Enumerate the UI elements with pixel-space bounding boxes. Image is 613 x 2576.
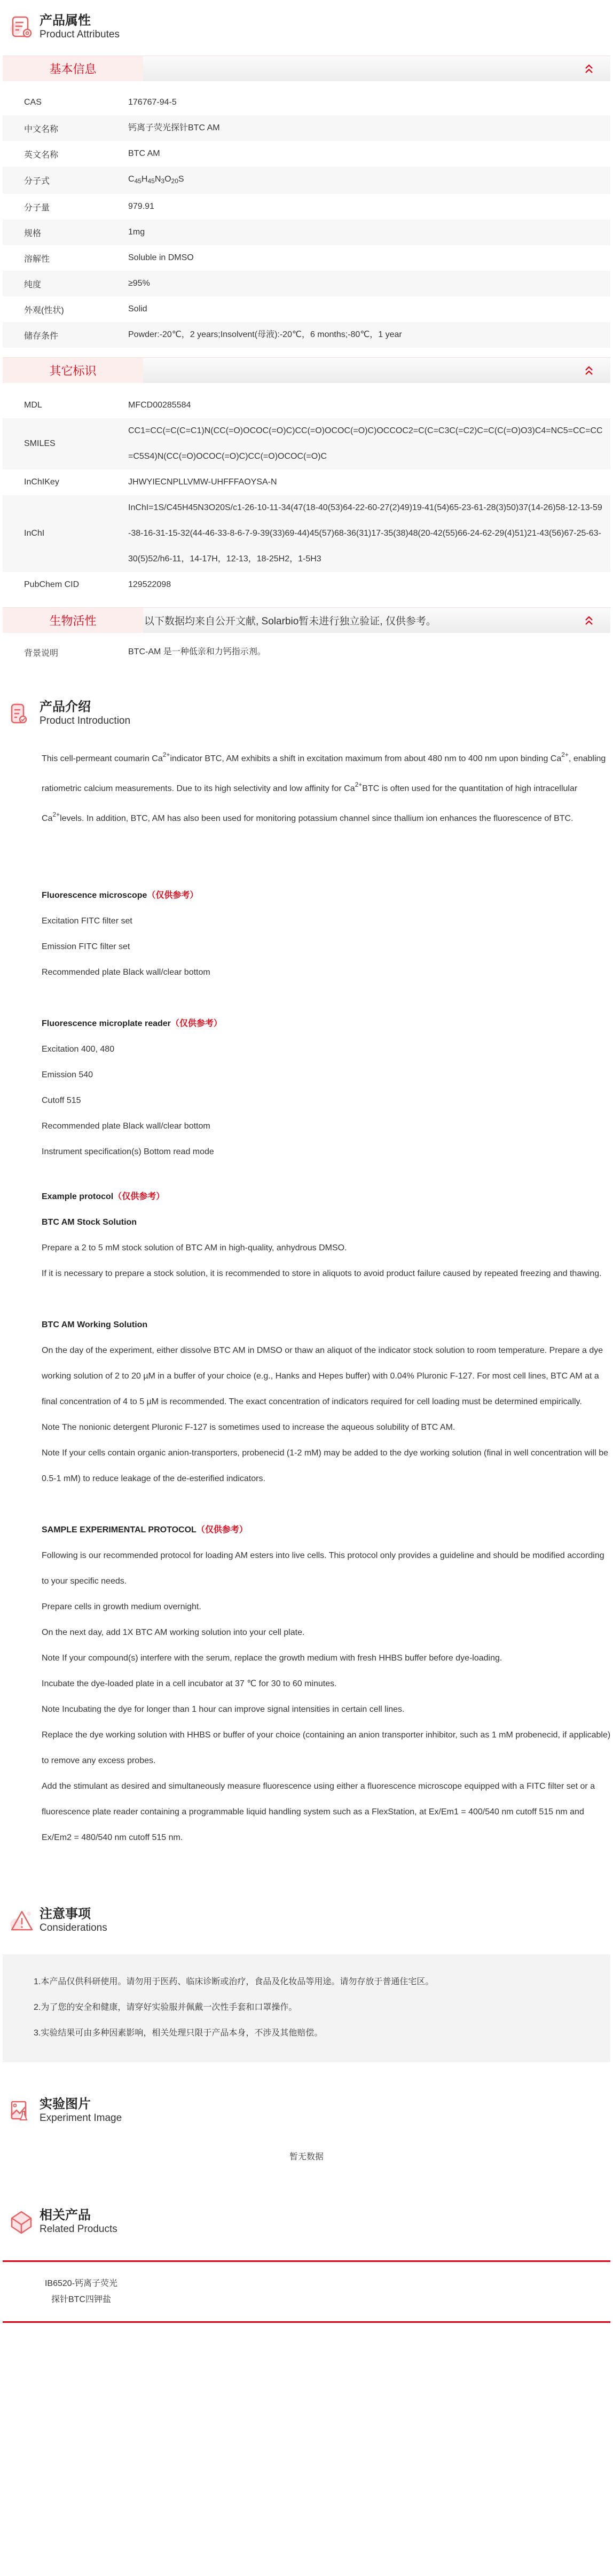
sample-protocol-line: Note Incubating the dye for longer than 1 hour can improve signal intensities in certain cell lines. [42, 1705, 405, 1714]
attr-value-storage: Powder:-20℃，2 years;Insolvent(母液):-20℃，6 months;-80℃，1 year [128, 330, 402, 339]
table-row [3, 167, 610, 194]
sample-protocol-line: Add the stimulant as desired and simultaneously measure fluorescence using either a fluorescence microscope equipped with a FITC filter set or a fluorescence plate reader containing a programmable liquid handling system such as a FlexStation, at Ex/Em1 = 400/540 nm cutoff 515 nm and Ex/Em2 = 480/540 nm cutoff 515 nm. [42, 1782, 595, 1842]
considerations-panel [3, 1954, 610, 2062]
sample-protocol-line: Following is our recommended protocol for loading AM esters into live cells. This protocol only provides a guideline and should be modified according to your specific needs. [42, 1551, 604, 1586]
related-product-link[interactable]: IB6520-钙离子荧光探针BTC四钾盐 [44, 2279, 118, 2304]
attr-label: SMILES [24, 439, 56, 448]
consideration-item: 3.实验结果可由多种因素影响，相关处理只限于产品本身，不涉及其他赔偿。 [34, 2029, 323, 2038]
sample-protocol-line: On the next day, add 1X BTC AM working solution into your cell plate. [42, 1628, 305, 1637]
table-row [3, 271, 610, 296]
section-title-zh: 注意事项 [40, 1907, 91, 1922]
bio-activity-bar [3, 607, 610, 633]
section-title-en: Product Introduction [40, 715, 131, 726]
microscope-line: Excitation FITC filter set [42, 917, 132, 926]
attr-label: 中文名称 [24, 124, 59, 134]
table-row [3, 495, 610, 572]
bio-activity-table [3, 639, 610, 665]
document-gear-icon [10, 15, 34, 40]
section-title-en: Product Attributes [40, 28, 120, 40]
attr-value-en-name: BTC AM [128, 149, 160, 158]
table-row [3, 90, 610, 115]
attr-value-appearance: Solid [128, 304, 147, 314]
plate-reader-line: Emission 540 [42, 1070, 93, 1079]
double-chevron-up-icon [585, 616, 593, 625]
sample-protocol-heading: SAMPLE EXPERIMENTAL PROTOCOL（仅供参考） [42, 1525, 248, 1534]
basic-info-table [3, 90, 610, 348]
warning-triangle-icon [10, 1908, 34, 1933]
table-row [3, 418, 610, 469]
section-title-en: Experiment Image [40, 2112, 122, 2124]
product-intro-header [0, 686, 613, 731]
considerations-header [0, 1893, 613, 1938]
table-row [3, 572, 610, 598]
product-attributes-header [0, 0, 613, 45]
box-icon [10, 2210, 34, 2234]
table-row [3, 194, 610, 220]
collapse-button[interactable] [578, 366, 600, 375]
plate-reader-line: Cutoff 515 [42, 1096, 81, 1105]
table-row [3, 393, 610, 418]
attr-value-inchikey: JHWYIECNPLLVMW-UHFFFAOYSA-N [128, 477, 277, 487]
section-title-en: Related Products [40, 2223, 117, 2235]
collapse-button[interactable] [578, 616, 600, 625]
attr-label: 背景说明 [24, 648, 59, 658]
attr-label: 分子式 [24, 177, 50, 186]
section-title-zh: 实验图片 [40, 2097, 91, 2112]
working-solution-line: Note If your cells contain organic anion-transporters, probenecid (1-2 mM) may be added to the dye working solution (final in well concentration will be 0.5-1 mM) to reduce leakage of the de-esterified indicators. [42, 1448, 608, 1483]
attr-label: PubChem CID [24, 580, 80, 589]
collapse-button[interactable] [578, 64, 600, 74]
attr-label: 规格 [24, 229, 42, 238]
attr-value-pubchem: 129522098 [128, 580, 171, 589]
consideration-item: 2.为了您的安全和健康，请穿好实验服并佩戴一次性手套和口罩操作。 [34, 2003, 297, 2012]
attr-label: 外观(性状) [24, 306, 64, 315]
sample-protocol-line: Replace the dye working solution with HHBS or buffer of your choice (containing an anion transporter inhibitor, such as 1 mM probenecid, if applicable) to remove any excess probes. [42, 1731, 611, 1765]
bio-activity-tab: 生物活性 [3, 608, 143, 633]
related-products-list [3, 2260, 610, 2323]
plate-reader-line: Excitation 400, 480 [42, 1045, 115, 1054]
sample-protocol-line: Prepare cells in growth medium overnight. [42, 1602, 201, 1611]
attr-value-solubility: Soluble in DMSO [128, 253, 194, 262]
double-chevron-up-icon [585, 64, 593, 74]
stock-solution-line: Prepare a 2 to 5 mM stock solution of BTC AM in high-quality, anhydrous DMSO. [42, 1243, 347, 1252]
sample-protocol-line: Note If your compound(s) interfere with the serum, replace the growth medium with fresh HHBS buffer before dye-loading. [42, 1654, 502, 1663]
consideration-item: 1.本产品仅供科研使用。请勿用于医药、临床诊断或治疗，食品及化妆品等用途。请勿存放于普通住宅区。 [34, 1977, 434, 1986]
no-data-text: 暂无数据 [289, 2152, 324, 2162]
table-row [3, 639, 610, 665]
basic-info-tab: 基本信息 [3, 56, 143, 81]
bio-activity-note: 以下数据均来自公开文献, Solarbio暂未进行独立验证, 仅供参考。 [144, 616, 436, 627]
double-chevron-up-icon [585, 366, 593, 375]
attr-value-inchi: InChI=1S/C45H45N3O20S/c1-26-10-11-34(47(18-40(53)64-22-60-27(2)49)19-41(54)65-23-61-28(3)50)37(14-26)58-12-13-59-38-16-31-15-32(44-46-33-8-6-7-9-39(33)69-44)45(57)68-36(31)17-35(38)48(20-42(55)66-24-62-29(4)51)21-43(56)67-25-63-30(5)52/h6-11，14-17H，12-13，18-25H2，1-5H3 [128, 503, 602, 563]
attr-value-background: BTC-AM 是一种低亲和力钙指示剂。 [128, 647, 266, 656]
microscope-heading: Fluorescence microscope（仅供参考） [42, 891, 199, 900]
related-products-header [0, 2199, 613, 2244]
other-ids-bar [3, 357, 610, 383]
table-row [3, 322, 610, 348]
section-title-en: Considerations [40, 1922, 107, 1933]
table-row [3, 220, 610, 245]
microscope-line: Recommended plate Black wall/clear bottom [42, 968, 210, 977]
attr-label: InChIKey [24, 477, 59, 487]
attr-value-cn-name: 钙离子荧光探针BTC AM [128, 123, 220, 132]
attr-value-mdl: MFCD00285584 [128, 401, 191, 410]
attr-label: 纯度 [24, 280, 42, 289]
working-solution-heading: BTC AM Working Solution [42, 1320, 148, 1329]
working-solution-line: On the day of the experiment, either dissolve BTC AM in DMSO or thaw an aliquot of the indicator stock solution to room temperature. Prepare a dye working solution of 2 to 20 µM in a buffer of your choice (e.g., Hanks and Hepes buffer) with 0.04% Pluronic F-127. For most cell lines, BTC AM at a final concentration of 4 to 5 µM is recommended. The exact concentration of indicators required for cell loading must be determined empirically. [42, 1346, 603, 1406]
attr-label: MDL [24, 401, 42, 410]
section-title-zh: 产品介绍 [40, 700, 91, 715]
attr-label: InChI [24, 529, 45, 538]
table-row [3, 141, 610, 167]
other-ids-tab: 其它标识 [3, 358, 143, 383]
attr-label: 分子量 [24, 203, 50, 213]
intro-paragraph: This cell-permeant coumarin $Ca^{2+}indicator$ BTC, AM exhibits a shift in excitation maximum from about 480 nm to 400 nm upon binding $Ca^{2+}$, enabling ratiometric calcium measurements. Due to its high selectivity and low affinity for $Ca^{2+}BTC$ is often used for the quantitation of high intracellular $Ca^{2+}levels$. In addition, BTC, AM has also been used for monitoring potassium channel since thallium ion enhances the fluorescence of BTC. [42, 751, 606, 823]
basic-info-bar [3, 56, 610, 81]
section-title-zh: 相关产品 [40, 2208, 91, 2223]
sample-protocol-line: Incubate the dye-loaded plate in a cell incubator at 37 ℃ for 30 to 60 minutes. [42, 1679, 337, 1688]
attr-value-formula: $C_{45}H_{45}N_3O_{20}S$ [128, 175, 184, 185]
attr-label: CAS [24, 98, 42, 107]
document-check-icon [10, 701, 34, 726]
attr-label: 溶解性 [24, 254, 50, 264]
plate-reader-heading: Fluorescence microplate reader（仅供参考） [42, 1019, 222, 1028]
attr-value-purity: ≥95% [128, 279, 150, 288]
attr-label: 英文名称 [24, 150, 59, 160]
example-protocol-heading: Example protocol（仅供参考） [42, 1192, 165, 1201]
plate-reader-line: Recommended plate Black wall/clear bottom [42, 1122, 210, 1131]
experiment-image-header [0, 2084, 613, 2128]
attr-value-spec: 1mg [128, 228, 145, 237]
attr-value-mw: 979.91 [128, 202, 154, 211]
stock-solution-heading: BTC AM Stock Solution [42, 1218, 137, 1227]
attr-value-smiles: CC1=CC(=C(C=C1)N(CC(=O)OCOC(=O)C)CC(=O)OCOC(=O)C)OCCOC2=C(C=C3C(=C2)C=C(C(=O)O3)C4=NC5=CC=CC=C5S4)N(CC(=O)OCOC(=O)C)CC(=O)OCOC(=O)C [128, 426, 603, 461]
stock-solution-line: If it is necessary to prepare a stock solution, it is recommended to store in aliquots to avoid product failure caused by repeated freezing and thawing. [42, 1269, 602, 1278]
image-flask-icon [10, 2099, 34, 2123]
table-row [3, 296, 610, 322]
attr-value-cas: 176767-94-5 [128, 98, 177, 107]
plate-reader-line: Instrument specification(s) Bottom read mode [42, 1147, 214, 1156]
working-solution-line: Note The nonionic detergent Pluronic F-127 is sometimes used to increase the aqueous solubility of BTC AM. [42, 1423, 455, 1432]
other-ids-table [3, 393, 610, 598]
table-row [3, 115, 610, 141]
table-row [3, 245, 610, 271]
microscope-line: Emission FITC filter set [42, 942, 130, 951]
product-intro-body [0, 731, 613, 1851]
table-row [3, 469, 610, 495]
attr-label: 储存条件 [24, 331, 59, 341]
section-title-zh: 产品属性 [40, 13, 91, 28]
